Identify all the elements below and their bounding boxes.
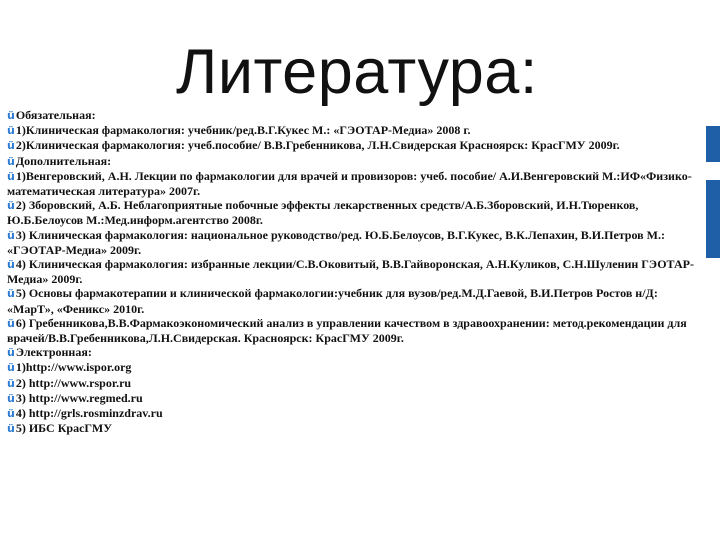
list-item-text: 5) Основы фармакотерапии и клинической фармакологии:учебник для вузов/ред.М.Д.Гаевой, В.И.Петров Ростов н/Д: «МарТ», «Феникс» 2010г. [7,286,658,316]
check-icon: ü [7,422,15,436]
list-item [7,198,702,227]
check-icon: ü [7,169,15,183]
list-item-text: 2) http://www.rspor.ru [15,375,132,390]
list-item-text: 3) Клиническая фармакология: национальное руководство/ред. Ю.Б.Белоусов, В.Г.Кукес, В.К.Лепахин, В.И.Петров М.: «ГЭОТАР-Медиа» 2009г. [7,227,665,257]
list-item [7,138,702,153]
list-item-text: Обязательная: [15,108,96,122]
list-item [7,406,702,421]
check-icon: ü [7,139,15,153]
list-item [7,345,702,360]
check-icon: ü [7,124,15,138]
list-item-text: 2) Зборовский, А.Б. Неблагоприятные побочные эффекты лекарственных средств/А.Б.Зборовский, И.Н.Тюренков, Ю.Б.Белоусов М.:Мед.информ.агентство 2008г. [7,198,639,228]
check-icon: ü [7,287,15,301]
list-item [7,123,702,138]
list-item [7,360,702,375]
list-item-text: 4) Клиническая фармакология: избранные лекции/С.В.Оковитый, В.В.Гайворонская, А.Н.Куликов, С.Н.Шуленин ГЭОТАР-Медиа» 2009г. [7,257,694,287]
slide-title: Литература: [176,37,538,107]
list-item-text: 2)Клиническая фармакология: учеб.пособие/ В.В.Гребенникова, Л.Н.Свидерская Красноярск: КрасГМУ 2009г. [15,138,620,153]
check-icon: ü [7,199,15,213]
list-item [7,286,702,315]
literature-list [7,108,702,436]
list-item-text: 3) http://www.regmed.ru [15,390,143,405]
check-icon: ü [7,316,15,330]
check-icon: ü [7,361,15,375]
list-item [7,154,702,169]
decorative-bar-bottom [706,180,720,258]
list-item-text: 5) ИБС КрасГМУ [15,421,113,436]
list-item-text: 1)Венгеровский, А.Н. Лекции по фармакологии для врачей и провизоров: учеб. пособие/ А.И.Венгеровский М.:ИФ«Физико-математическая литература» 2007г. [7,168,692,199]
check-icon: ü [7,391,15,405]
check-icon: ü [7,154,15,168]
decorative-bar-top [706,126,720,162]
list-item [7,421,702,436]
list-item-text: 1)http://www.ispor.org [15,360,132,375]
list-item-text: 4) http://grls.rosminzdrav.ru [15,406,163,421]
list-item [7,316,702,345]
check-icon: ü [7,346,15,360]
list-item [7,391,702,406]
check-icon: ü [7,407,15,421]
list-item [7,376,702,391]
list-item-text: Дополнительная: [15,153,112,168]
list-item-text: Электронная: [15,345,92,360]
check-icon: ü [7,109,15,122]
list-item [7,108,702,123]
list-item [7,257,702,286]
check-icon: ü [7,258,15,272]
list-item [7,169,702,198]
list-item-text: 1)Клиническая фармакология: учебник/ред.В.Г.Кукес М.: «ГЭОТАР-Медиа» 2008 г. [15,123,471,138]
check-icon: ü [7,228,15,242]
list-item-text: 6) Гребенникова,В.В.Фармакоэкономический анализ в управлении качеством в здравоохранении: метод.рекомендации для врачей/В.В.Гребенникова,Л.Н.Свидерская. Красноярск: КрасГМУ 2009г. [7,315,687,346]
list-item [7,228,702,257]
check-icon: ü [7,376,15,390]
